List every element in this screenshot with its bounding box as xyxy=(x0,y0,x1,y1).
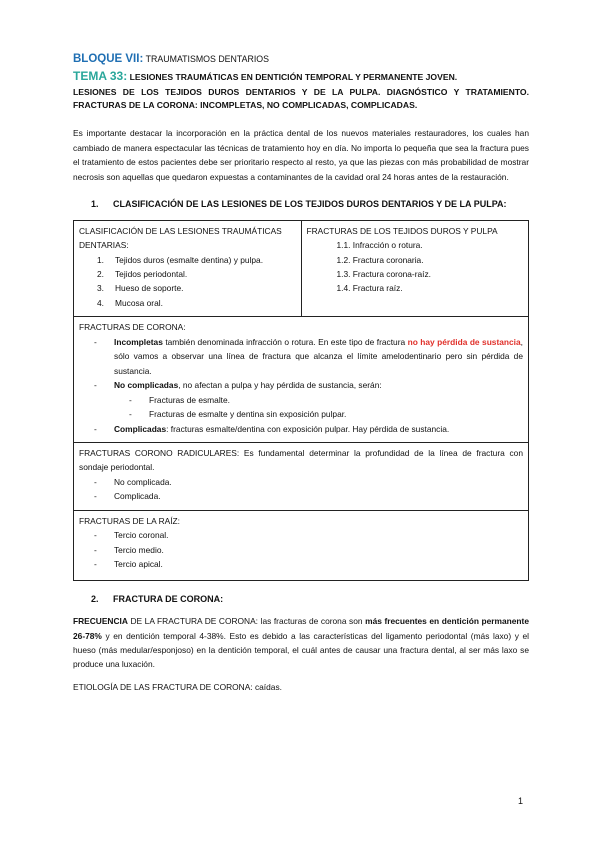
tema-heading xyxy=(73,68,529,84)
complicadas-item: - Complicadas: fracturas esmalte/dentina con exposición pulpar. Hay pérdida de sustancia. xyxy=(79,422,523,436)
list-item: - Fracturas de esmalte y dentina sin exposición pulpar. xyxy=(79,407,523,421)
list-item: 1.2. Fractura coronaria. xyxy=(336,254,424,265)
list-item: 1.4. Fractura raíz. xyxy=(336,283,403,294)
section-1-number: 1. xyxy=(91,199,99,210)
list-item: 1.1. Infracción o rotura. xyxy=(336,240,423,251)
list-item: 4. Mucosa oral. xyxy=(97,297,163,308)
list-item: - Complicada. xyxy=(79,489,523,503)
list-item: - No complicada. xyxy=(79,475,523,489)
corona-cell xyxy=(74,317,529,443)
corono-radicular-cell xyxy=(74,442,529,510)
corono-radicular-text: FRACTURAS CORONO RADICULARES: Es fundamental determinar la profundidad de la línea de fractura con sondaje periodontal. xyxy=(79,447,523,473)
section-2-number: 2. xyxy=(91,593,99,604)
classification-table xyxy=(73,220,529,581)
left-title: CLASIFICACIÓN DE LAS LESIONES TRAUMÁTICAS DENTARIAS: xyxy=(79,225,282,251)
list-item: 2. Tejidos periodontal. xyxy=(97,269,188,279)
document-page xyxy=(73,52,529,694)
no-complicadas-item: - No complicadas, no afectan a pulpa y hay pérdida de sustancia, serán: xyxy=(79,378,523,392)
list-item: 3. Hueso de soporte. xyxy=(97,283,184,294)
list-item: - Tercio coronal. xyxy=(79,528,523,542)
section-2-text: FRACTURA DE CORONA: xyxy=(113,593,224,604)
raiz-title: FRACTURAS DE LA RAÍZ: xyxy=(79,515,180,526)
tema-label: TEMA 33: xyxy=(73,68,128,83)
section-2-title xyxy=(73,593,529,607)
intro-paragraph: Es importante destacar la incorporación en la práctica dental de los nuevos materiales restauradores, los cuales han cambiado de manera espectacular las técnicas de tratamiento hoy en día. No importa lo pequeña que sea la fractura pues el tratamiento de estos pacientes debe ser prioritario respecto al resto, ya que las piezas con más probabilidad de mostrar necrosis son aquellas que quedaron expuestas a contaminantes de la cavidad oral 24 horas antes de la restauración. xyxy=(73,128,529,182)
corona-title: FRACTURAS DE CORONA: xyxy=(79,322,186,333)
tema-title: LESIONES TRAUMÁTICAS EN DENTICIÓN TEMPORAL Y PERMANENTE JOVEN. xyxy=(129,71,458,82)
left-cell xyxy=(74,220,302,317)
section-1-title xyxy=(73,198,529,212)
frecuencia-paragraph: FRECUENCIA DE LA FRACTURA DE CORONA: las fracturas de corona son más frecuentes en dentición permanente 26-78% y en dentición temporal 4-38%. Esto es debido a las características del ligamento periodontal (más laxo) y el hueso (más medular/esponjoso) en la dentición temporal, el cuál antes de causar una fractura dental, al ser más laxo se produce una luxación. xyxy=(73,616,529,670)
block-label: BLOQUE VII: xyxy=(73,53,144,65)
right-cell xyxy=(301,220,529,317)
page-number: 1 xyxy=(518,796,524,806)
list-item: - Tercio apical. xyxy=(79,557,523,571)
etiologia-paragraph: ETIOLOGÍA DE LAS FRACTURA DE CORONA: caídas. xyxy=(73,681,282,692)
list-item: - Fracturas de esmalte. xyxy=(79,393,523,407)
list-item: - Tercio medio. xyxy=(79,543,523,557)
right-title: FRACTURAS DE LOS TEJIDOS DUROS Y PULPA xyxy=(306,225,498,236)
list-item: 1. Tejidos duros (esmalte dentina) y pulpa. xyxy=(97,254,264,265)
block-title: TRAUMATISMOS DENTARIOS xyxy=(145,54,269,64)
raiz-cell xyxy=(74,510,529,580)
list-item: 1.3. Fractura corona-raíz. xyxy=(336,269,431,279)
incompletas-item: - Incompletas también denominada infracción o rotura. En este tipo de fractura no hay pérdida de sustancia, sólo vamos a observar una línea de fractura que alcanza el límite amelodentinario pero sin pérdida de sustancia. xyxy=(79,335,523,378)
block-heading xyxy=(73,52,529,68)
subtitle: LESIONES DE LOS TEJIDOS DUROS DENTARIOS Y DE LA PULPA. DIAGNÓSTICO Y TRATAMIENTO. FRACTURAS DE LA CORONA: INCOMPLETAS, NO COMPLICADAS, COMPLICADAS. xyxy=(73,86,529,111)
section-1-text: CLASIFICACIÓN DE LAS LESIONES DE LOS TEJIDOS DUROS DENTARIOS Y DE LA PULPA: xyxy=(113,199,507,210)
